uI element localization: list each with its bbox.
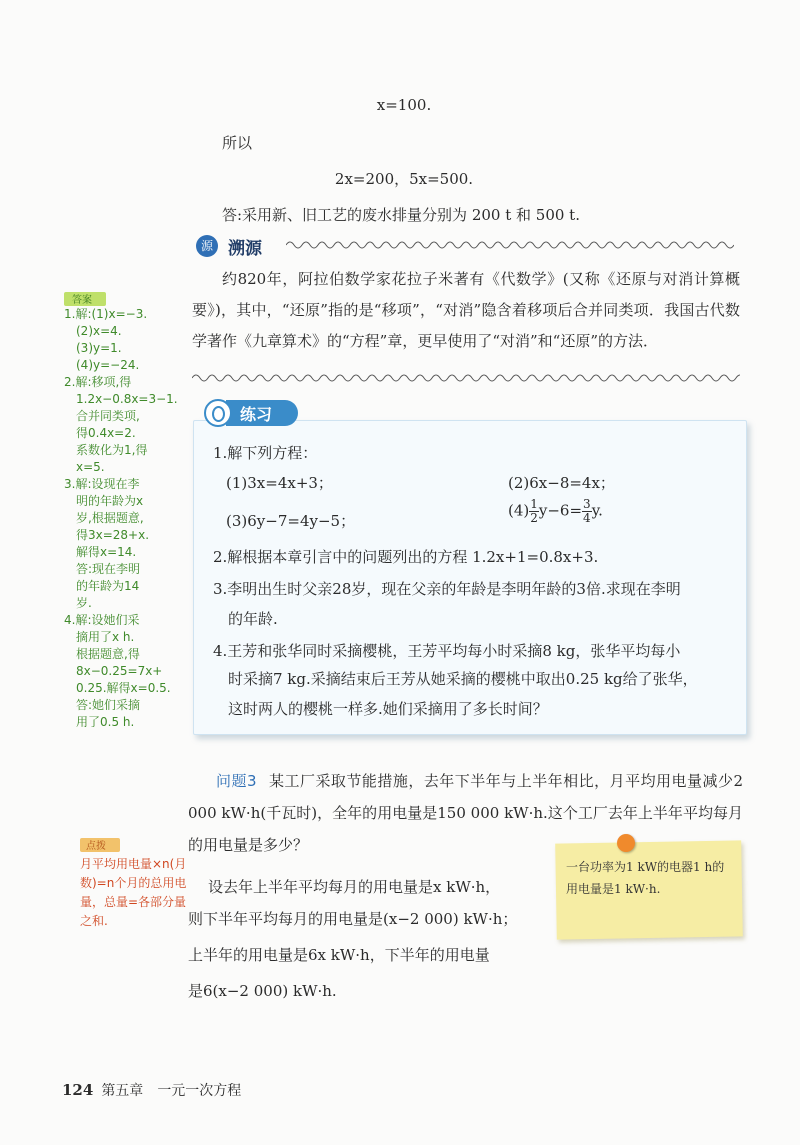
answer-line: 系数化为1,得 bbox=[76, 443, 148, 457]
exercise-q2: 2.解根据本章引言中的问题列出的方程 1.2x+1=0.8x+3. bbox=[213, 548, 599, 566]
exercise-q3-line1: 3.李明出生时父亲28岁，现在父亲的年龄是李明年龄的3倍.求现在李明 bbox=[213, 580, 681, 598]
origin-body: 约820年，阿拉伯数学家花拉子米著有《代数学》(又称《还原与对消计算概要》)，其中，“还原”指的是“移项”，“对消”隐含着移项后合并同类项．我国古代数学著作《九章算术》的“方程”章，更早使用了“对消”和“还原”的方法． bbox=[192, 270, 740, 350]
exercise-q1-3: (3)6y−7=4y−5； bbox=[226, 512, 356, 530]
equation-x-100: x=100. bbox=[376, 96, 432, 114]
answer-line: 合并同类项, bbox=[76, 409, 140, 423]
origin-icon: 源 bbox=[196, 235, 218, 257]
problem3-label: 问题3 bbox=[216, 772, 257, 790]
exercise-q1-1: (1)3x=4x+3； bbox=[226, 474, 333, 492]
answer-line: 岁. bbox=[76, 596, 92, 610]
therefore-text: 所以 bbox=[222, 134, 253, 152]
exercise-tab bbox=[204, 400, 300, 426]
answer-line: 8x−0.25=7x+ bbox=[76, 664, 163, 678]
solution-line2: 则下半年平均每月的用电量是(x−2 000) kW·h； bbox=[188, 910, 518, 928]
chapter-label: 第五章 bbox=[101, 1083, 144, 1099]
problem3-text: 某工厂采取节能措施，去年下半年与上半年相比，月平均用电量减少2 000 kW·h(千瓦时)，全年的用电量是150 000 kW·h.这个工厂去年上半年平均每月的用电量是多少？ bbox=[188, 772, 744, 854]
pin-icon bbox=[617, 834, 635, 852]
solution-line3: 上半年的用电量是6x kW·h，下半年的用电量 bbox=[188, 946, 490, 964]
tip-text: 月平均用电量×n(月数)=n个月的总用电量，总量=各部分量之和. bbox=[80, 857, 187, 928]
page-footer bbox=[62, 1080, 241, 1100]
answer-line: 摘用了x h. bbox=[76, 630, 135, 644]
exercise-q1-4: (4) $\frac{1}{2}$ y−6= $\frac{3}{4}$ y. bbox=[508, 497, 603, 525]
chapter-title: 一元一次方程 bbox=[157, 1083, 242, 1099]
answer-line: (2)x=4. bbox=[76, 324, 122, 338]
exercise-tab-label: 练习 bbox=[240, 405, 273, 424]
answer-line: 岁,根据题意, bbox=[76, 511, 144, 525]
answer-line: 根据题意,得 bbox=[76, 647, 140, 661]
answer-line: 1.解:(1)x=−3. bbox=[64, 307, 148, 321]
exercise-q4-line1: 4.王芳和张华同时采摘樱桃，王芳平均每小时采摘8 kg，张华平均每小 bbox=[213, 642, 681, 660]
answers-column bbox=[64, 306, 186, 731]
answer-line: 1.2x−0.8x=3−1. bbox=[76, 392, 178, 406]
answer-line: 3.解:设现在李 bbox=[64, 477, 140, 491]
answer-line: 解得x=14. bbox=[76, 545, 137, 559]
answer-line: 得3x=28+x. bbox=[76, 528, 150, 542]
tip-tag bbox=[80, 838, 120, 852]
solution-line1: 设去年上半年平均每月的用电量是x kW·h， bbox=[208, 878, 501, 896]
exercise-icon bbox=[204, 399, 232, 427]
wavy-divider-top bbox=[286, 238, 734, 252]
answer-line: x=5. bbox=[76, 460, 105, 474]
exercise-q3-line2: 的年龄. bbox=[228, 610, 278, 628]
answer-line: 答:现在李明 bbox=[76, 562, 141, 576]
answer-line: 2.解:移项,得 bbox=[64, 375, 132, 389]
answer-line: 4.解:设她们采 bbox=[64, 613, 140, 627]
answer-line: (4)y=−24. bbox=[76, 358, 140, 372]
exercise-q1: 1.解下列方程： bbox=[213, 444, 318, 462]
answers-tag bbox=[64, 292, 106, 306]
exercise-q4-line3: 这时两人的樱桃一样多.她们采摘用了多长时间？ bbox=[228, 700, 548, 718]
sticky-note-text: 一台功率为1 kW的电器1 h的用电量是1 kW·h. bbox=[566, 860, 725, 896]
equation-results: 2x=200，5x=500. bbox=[334, 170, 474, 188]
wavy-divider-bottom bbox=[192, 371, 740, 385]
origin-header bbox=[196, 232, 736, 262]
exercise-q4-line2: 时采摘7 kg.采摘结束后王芳从她采摘的樱桃中取出0.25 kg给了张华， bbox=[228, 670, 698, 688]
answer-line: 明的年龄为x bbox=[76, 494, 144, 508]
answer-line: 答:她们采摘 bbox=[76, 698, 141, 712]
solution-line4: 是6(x−2 000) kW·h. bbox=[188, 982, 337, 1000]
answer-line: 的年龄为14 bbox=[76, 579, 140, 593]
answer-line: 答:采用新、旧工艺的废水排量分别为 200 t 和 500 t. bbox=[222, 206, 580, 224]
answer-line: 得0.4x=2. bbox=[76, 426, 136, 440]
answers-tag-label: 答案 bbox=[72, 295, 92, 306]
page-number: 124 bbox=[62, 1081, 94, 1099]
answer-line: 0.25.解得x=0.5. bbox=[76, 681, 171, 695]
exercise-q1-2: (2)6x−8=4x； bbox=[508, 474, 615, 492]
answer-line: 用了0.5 h. bbox=[76, 715, 135, 729]
tip-tag-label: 点拨 bbox=[86, 841, 106, 852]
origin-title: 溯源 bbox=[228, 239, 262, 259]
answer-line: (3)y=1. bbox=[76, 341, 122, 355]
